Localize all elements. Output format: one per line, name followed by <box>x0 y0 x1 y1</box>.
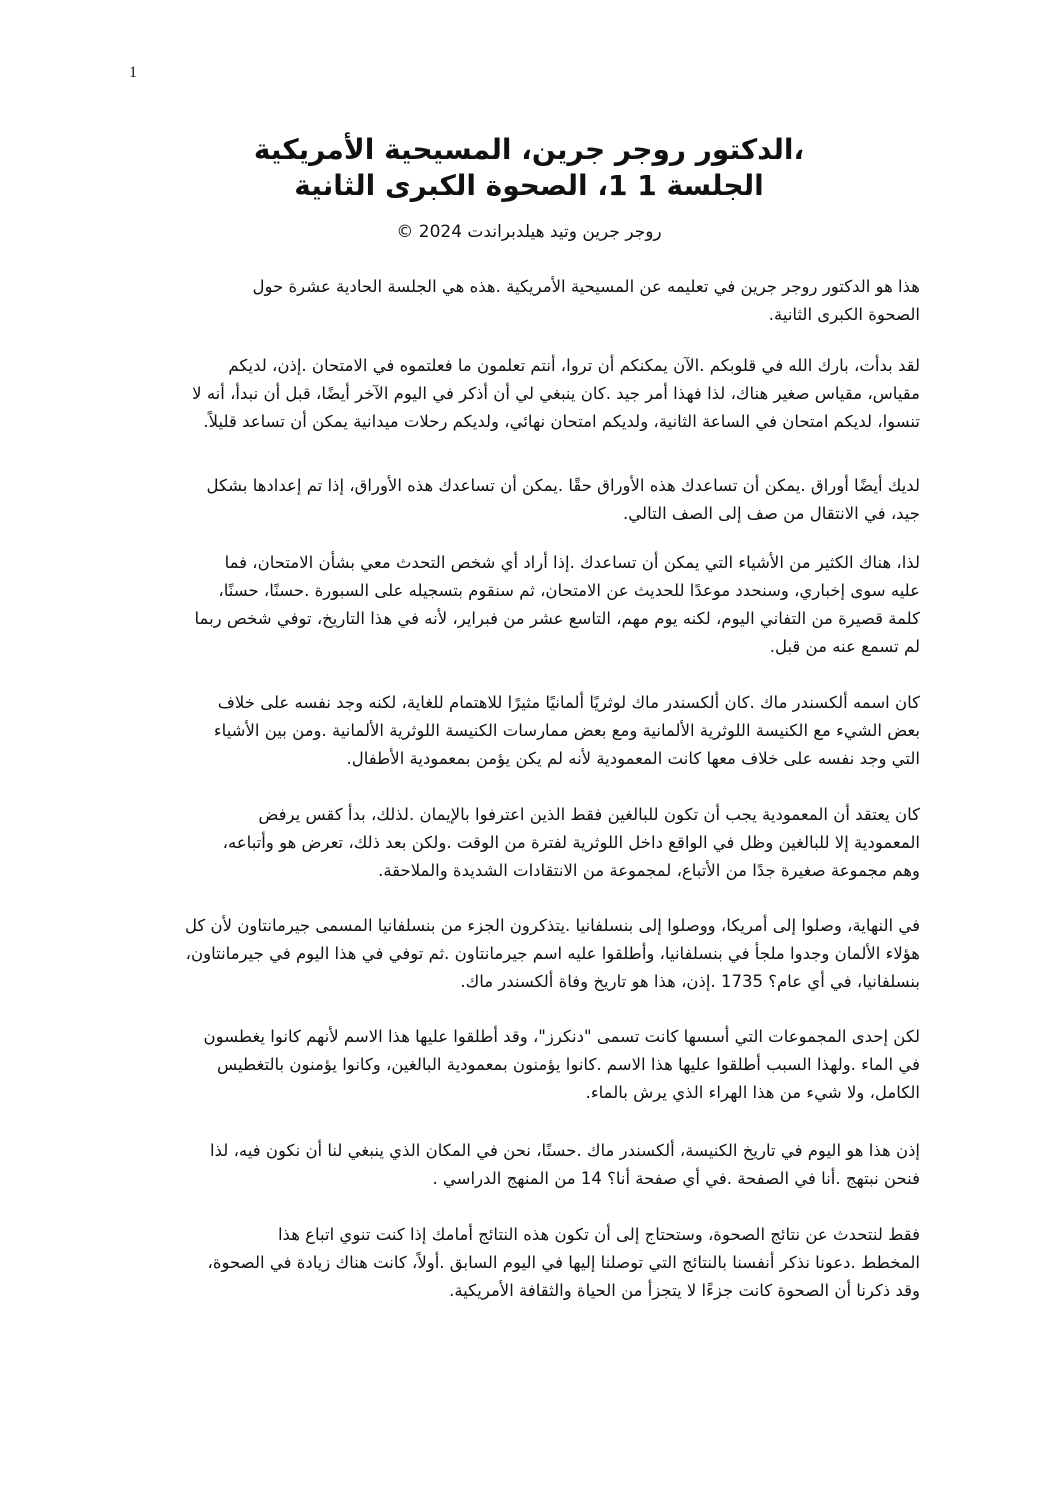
paragraph-8 <box>120 1023 920 1107</box>
text-line: لقد بدأت، بارك الله في قلوبكم .الآن يمكنكم أن تروا، أنتم تعلمون ما فعلتموه في الامتحان .إذن، لديكم <box>228 356 920 375</box>
text-line: في الماء .ولهذا السبب أطلقوا عليها هذا الاسم .كانوا يؤمنون بمعمودية البالغين، وكانوا يؤمنون بالتغطيس <box>217 1055 920 1074</box>
text-line: في النهاية، وصلوا إلى أمريكا، ووصلوا إلى بنسلفانيا .يتذكرون الجزء من بنسلفانيا المسمى جيرمانتاون لأن كل <box>184 916 920 935</box>
text-line: فنحن نبتهج .أنا في الصفحة .في أي صفحة أنا؟ 14 من المنهج الدراسي . <box>432 1169 920 1188</box>
text-line: المخطط .دعونا نذكر أنفسنا بالنتائج التي توصلنا إليها في اليوم السابق .أولاً، كانت هناك زيادة في الصحوة، <box>207 1253 920 1272</box>
text-line: كان يعتقد أن المعمودية يجب أن تكون للبالغين فقط الذين اعترفوا بالإيمان .لذلك، بدأ كقس يرفض <box>258 805 920 824</box>
text-line: الصحوة الكبرى الثانية. <box>768 305 920 324</box>
text-line: الكامل، ولا شيء من هذا الهراء الذي يرش بالماء. <box>585 1083 920 1102</box>
text-line: جيد، في الانتقال من صف إلى الصف التالي. <box>623 504 920 523</box>
text-line: لكن إحدى المجموعات التي أسسها كانت تسمى "دنكرز"، وقد أطلقوا عليها هذا الاسم لأنهم كانوا يغطسون <box>203 1027 920 1046</box>
text-line: عليه سوى إخباري، وسنحدد موعدًا للحديث عن الامتحان، ثم سنقوم بتسجيله على السبورة .حسنًا، حسنًا، <box>218 581 920 600</box>
paragraph-9 <box>120 1137 920 1193</box>
text-line: التي وجد نفسه على خلاف معها كانت المعمودية لأنه لم يكن يؤمن بمعمودية الأطفال. <box>346 749 920 768</box>
title-line-1: ،الدكتور روجر جرين، المسيحية الأمريكية <box>253 133 805 166</box>
paragraph-10 <box>120 1221 920 1305</box>
copyright-line: روجر جرين وتيد هيلدبراندت 2024 © <box>396 222 662 242</box>
text-line: كلمة قصيرة من التفاني اليوم، لكنه يوم مهم، التاسع عشر من فبراير، لأنه في هذا التاريخ، توفي شخص ربما <box>194 609 920 628</box>
paragraph-1 <box>120 273 920 329</box>
document-title <box>0 132 1058 204</box>
text-line: إذن هذا هو اليوم في تاريخ الكنيسة، ألكسندر ماك .حسنًا، نحن في المكان الذي ينبغي لنا أن نكون فيه، لذا <box>210 1141 920 1160</box>
text-line: المعمودية إلا للبالغين وظل في الواقع داخل اللوثرية لفترة من الوقت .ولكن بعد ذلك، تعرض هو وأتباعه، <box>222 833 920 852</box>
text-line: وهم مجموعة صغيرة جدًا من الأتباع، لمجموعة من الانتقادات الشديدة والملاحقة. <box>378 861 920 880</box>
text-line: هؤلاء الألمان وجدوا ملجأ في بنسلفانيا، وأطلقوا عليه اسم جيرمانتاون .ثم توفي في هذا اليوم في جيرمانتاون، <box>185 944 920 963</box>
text-line: مقياس، مقياس صغير هناك، لذا فهذا أمر جيد .كان ينبغي لي أن أذكر في اليوم الآخر أيضًا، قبل أن نبدأ، أنه لا <box>192 384 920 403</box>
text-line: بنسلفانيا، في أي عام؟ 1735 .إذن، هذا هو تاريخ وفاة ألكسندر ماك. <box>460 972 920 991</box>
text-line: وقد ذكرنا أن الصحوة كانت جزءًا لا يتجزأ من الحياة والثقافة الأمريكية. <box>449 1281 920 1300</box>
paragraph-7 <box>120 912 920 996</box>
paragraph-6 <box>120 801 920 885</box>
text-line: فقط لنتحدث عن نتائج الصحوة، وستحتاج إلى أن تكون هذه النتائج أمامك إذا كنت تنوي اتباع هذا <box>277 1225 920 1244</box>
text-line: لذا، هناك الكثير من الأشياء التي يمكن أن تساعدك .إذا أراد أي شخص التحدث معي بشأن الامتحان، فما <box>224 553 920 572</box>
paragraph-5 <box>120 689 920 773</box>
text-line: لم تسمع عنه من قبل. <box>769 637 920 656</box>
title-line-2: الجلسة 1 1، الصحوة الكبرى الثانية <box>294 169 764 202</box>
text-line: هذا هو الدكتور روجر جرين في تعليمه عن المسيحية الأمريكية .هذه هي الجلسة الحادية عشرة حول <box>252 277 920 296</box>
text-line: كان اسمه ألكسندر ماك .كان ألكسندر ماك لوثريًا ألمانيًا مثيرًا للاهتمام للغاية، لكنه وجد نفسه على خلاف <box>217 693 920 712</box>
text-line: لديك أيضًا أوراق .يمكن أن تساعدك هذه الأوراق حقًا .يمكن أن تساعدك هذه الأوراق، إذا تم إعدادها بشكل <box>206 476 920 495</box>
paragraph-4 <box>120 549 920 661</box>
text-line: تنسوا، لديكم امتحان في الساعة الثانية، ولديكم امتحان نهائي، ولديكم رحلات ميدانية يمكن أن تساعد قليلاً. <box>203 412 920 431</box>
page-number: 1 <box>129 64 137 81</box>
text-line: بعض الشيء مع الكنيسة اللوثرية الألمانية ومع بعض ممارسات الكنيسة اللوثرية الألمانية .ومن بين الأشياء <box>213 721 920 740</box>
paragraph-3 <box>120 472 920 528</box>
paragraph-2 <box>120 352 920 436</box>
